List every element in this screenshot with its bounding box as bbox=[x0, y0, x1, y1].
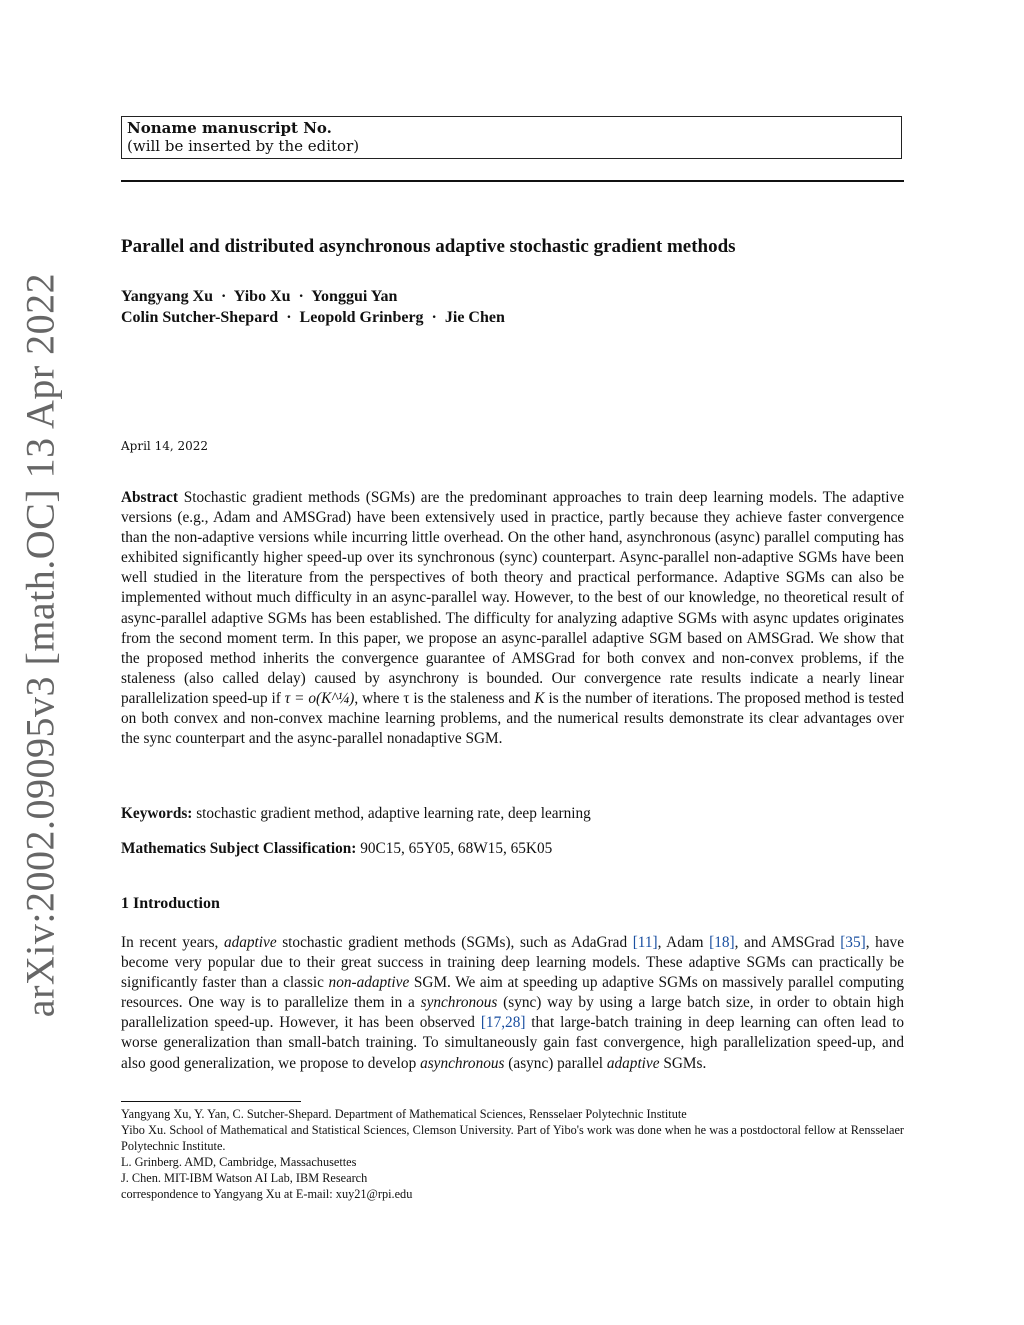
footnote-affiliation: L. Grinberg. AMD, Cambridge, Massachusettes bbox=[121, 1155, 357, 1169]
msc-label: Mathematics Subject Classification: bbox=[121, 840, 357, 857]
footnote-rule bbox=[121, 1101, 301, 1102]
footnote-affiliation: J. Chen. MIT-IBM Watson AI Lab, IBM Research bbox=[121, 1171, 368, 1185]
author-list bbox=[121, 286, 901, 328]
manuscript-box bbox=[121, 116, 902, 159]
intro-text: , Adam bbox=[657, 934, 710, 951]
arxiv-side-stamp bbox=[10, 272, 70, 1018]
manuscript-title: Noname manuscript No. bbox=[127, 119, 332, 137]
citation-link[interactable]: [17,28] bbox=[480, 1014, 526, 1032]
intro-text: SGMs. bbox=[659, 1054, 707, 1072]
author-line-2: Colin Sutcher-Shepard · Leopold Grinberg · Jie Chen bbox=[121, 309, 505, 326]
intro-text: stochastic gradient methods (SGMs), such as AdaGrad bbox=[276, 934, 633, 951]
intro-text: In recent years, bbox=[121, 934, 224, 951]
keywords-text: stochastic gradient method, adaptive learning rate, deep learning bbox=[196, 805, 591, 822]
intro-emphasis: adaptive bbox=[606, 1054, 660, 1072]
paper-date: April 14, 2022 bbox=[121, 439, 209, 453]
intro-text: (sync) way by using a large batch size, in order to obtain high parallelization speed-up. However, it has been observed bbox=[121, 994, 904, 1032]
citation-link[interactable]: [11] bbox=[632, 934, 658, 951]
intro-text: , have become very popular due to their great success in training deep learning models. These adaptive SGMs can practically be significantly faster than a classic bbox=[121, 934, 904, 992]
footnote-correspondence: correspondence to Yangyang Xu at E-mail: xuy21@rpi.edu bbox=[121, 1187, 413, 1201]
intro-text: , and AMSGrad bbox=[734, 934, 841, 951]
intro-emphasis: synchronous bbox=[420, 994, 498, 1012]
abstract-text-2: , where τ is the staleness and bbox=[354, 689, 535, 707]
intro-emphasis: asynchronous bbox=[420, 1054, 505, 1072]
abstract-math-condition: τ = o(K^¼) bbox=[284, 689, 355, 707]
intro-text: that large-batch training in deep learning can often lead to worse generalization than small-batch training. To simultaneously gain fast convergence, high parallelization speed-up, and also good generalization, we propose to develop bbox=[121, 1014, 905, 1072]
abstract-text-3: is the number of iterations. The proposed method is tested on both convex and non-convex machine learning problems, and the numerical results demonstrate its clear advantages over the sync counterpart and the async-parallel nonadaptive SGM. bbox=[121, 689, 905, 748]
intro-emphasis: non-adaptive bbox=[328, 974, 410, 992]
paper-title: Parallel and distributed asynchronous adaptive stochastic gradient methods bbox=[121, 236, 736, 257]
intro-paragraph bbox=[121, 933, 904, 1074]
section-heading: 1 Introduction bbox=[121, 895, 220, 912]
footnote-affiliation: Yibo Xu. School of Mathematical and Statistical Sciences, Clemson University. Part of Yibo's work was done when he was a postdoctoral fellow at Rensselaer Polytechnic Institute. bbox=[121, 1123, 904, 1153]
abstract-label: Abstract bbox=[121, 489, 178, 506]
keywords bbox=[121, 804, 904, 824]
intro-text: SGM. We aim at speeding up adaptive SGMs on massively parallel computing resources. One way is to parallelize them in a bbox=[121, 974, 904, 1012]
intro-emphasis: adaptive bbox=[223, 934, 277, 951]
abstract-math-k: K bbox=[534, 689, 545, 707]
intro-text: (async) parallel bbox=[504, 1054, 607, 1072]
arxiv-id: arXiv:2002.09095v3 [math.OC] 13 Apr 2022 bbox=[17, 272, 63, 1018]
author-line-1: Yangyang Xu · Yibo Xu · Yonggui Yan bbox=[121, 288, 398, 305]
citation-link[interactable]: [18] bbox=[709, 934, 735, 951]
footnote-affiliation: Yangyang Xu, Y. Yan, C. Sutcher-Shepard. Department of Mathematical Sciences, Rensselaer Polytechnic Institute bbox=[121, 1107, 687, 1121]
manuscript-note: (will be inserted by the editor) bbox=[127, 137, 360, 155]
header-rule bbox=[121, 180, 904, 182]
abstract-text-1: Stochastic gradient methods (SGMs) are the predominant approaches to train deep learning models. The adaptive versions (e.g., Adam and AMSGrad) have been extensively used in practice, partly because they achieve faster convergence than the non-adaptive versions while incurring little overhead. On the other hand, asynchronous (async) parallel computing has exhibited significantly higher speed-up over its synchronous (sync) counterpart. Async-parallel non-adaptive SGMs have been well studied in the literature from the perspectives of both theory and practical performance. Adaptive SGMs can also be implemented without much difficulty in an async-parallel way. However, to the best of our knowledge, no theoretical result of async-parallel adaptive SGMs has been established. The difficulty for analyzing adaptive SGMs with async updates originates from the second moment term. In this paper, we propose an async-parallel adaptive SGM based on AMSGrad. We show that the proposed method inherits the convergence guarantee of AMSGrad for both convex and non-convex problems, if the staleness (also called delay) caused by asynchrony is bounded. Our convergence rate results indicate a nearly linear parallelization speed-up if bbox=[121, 489, 904, 707]
msc-text: 90C15, 65Y05, 68W15, 65K05 bbox=[360, 840, 553, 857]
abstract bbox=[121, 488, 904, 749]
msc-classification bbox=[121, 839, 904, 859]
citation-link[interactable]: [35] bbox=[840, 934, 866, 951]
keywords-label: Keywords: bbox=[121, 805, 193, 822]
footnotes bbox=[121, 1106, 904, 1202]
